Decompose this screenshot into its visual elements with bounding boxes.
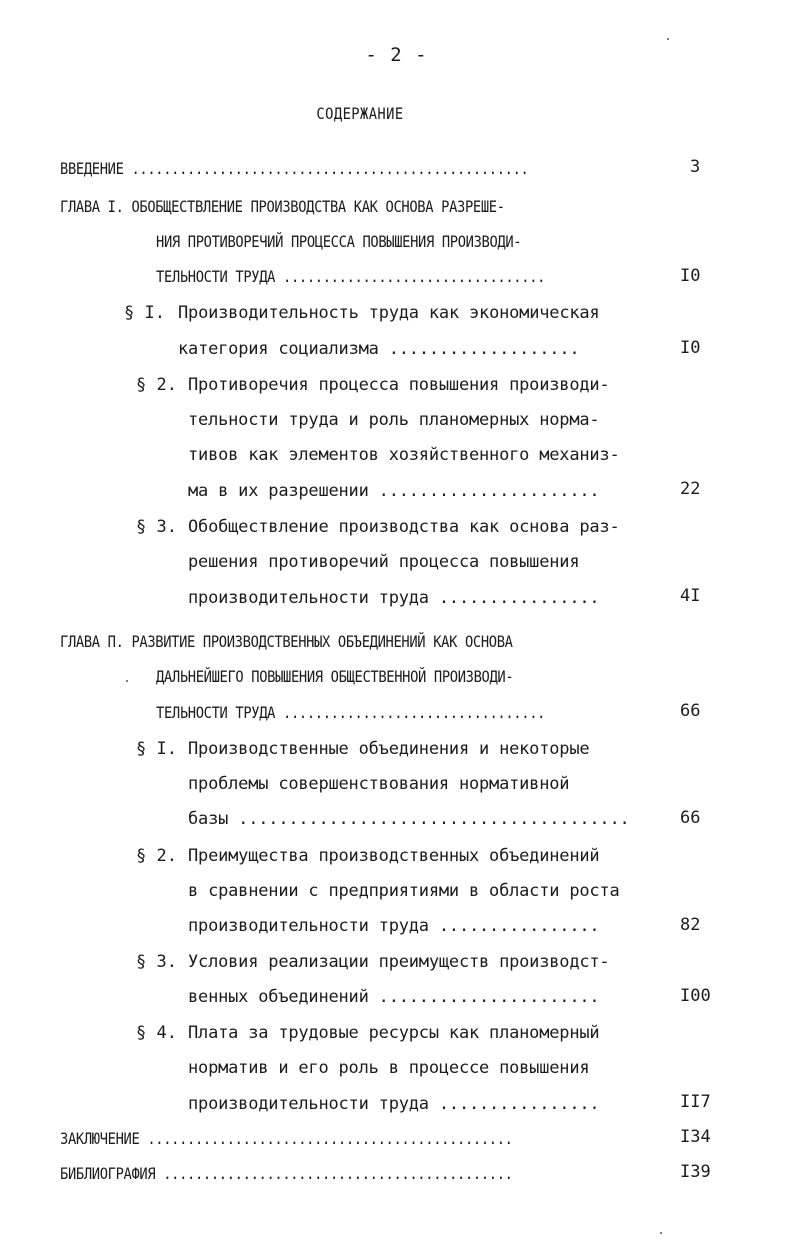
toc-ch1-s2-line1: Противоречия процесса повышения производи- — [188, 375, 610, 395]
toc-conclusion-page: I34 — [680, 1127, 711, 1147]
toc-ch1-line3: ТЕЛЬНОСТИ ТРУДА ................................. — [156, 267, 546, 286]
toc-ch2-s1-line3: базы ....................................... — [188, 809, 630, 829]
toc-ch2-s1-line1: Производственные объединения и некоторые — [188, 739, 590, 759]
scan-speck — [660, 1232, 662, 1234]
page-title: СОДЕРЖАНИЕ — [316, 104, 404, 123]
toc-ch1-s3-mark: § 3. — [136, 517, 177, 537]
toc-ch2-line3: ТЕЛЬНОСТИ ТРУДА ................................. — [156, 703, 546, 722]
toc-ch1-s3-line3: производительности труда ................ — [188, 588, 600, 608]
toc-ch2-s1-line2: проблемы совершенствования нормативной — [188, 774, 570, 794]
toc-ch2-s3-line1: Условия реализации преимуществ производст- — [188, 952, 610, 972]
toc-ch2-s2-line1: Преимущества производственных объединений — [188, 846, 600, 866]
toc-intro: ВВЕДЕНИЕ .................................................. — [60, 159, 529, 178]
toc-ch2-s4-page: II7 — [680, 1092, 711, 1112]
toc-ch1-s1-line2: категория социализма ................... — [178, 339, 580, 359]
toc-ch1-s3-line1: Обобществление производства как основа раз- — [188, 517, 620, 537]
toc-ch2-s4-line3: производительности труда ................ — [188, 1094, 600, 1114]
toc-ch1-s2-mark: § 2. — [136, 375, 177, 395]
toc-ch2-line2: ДАЛЬНЕЙШЕГО ПОВЫШЕНИЯ ОБЩЕСТВЕННОЙ ПРОИЗВОДИ- — [156, 667, 514, 686]
toc-ch2-s2-line2: в сравнении с предприятиями в области роста — [188, 881, 620, 901]
toc-ch1-line1: ГЛАВА I. ОБОБЩЕСТВЛЕНИЕ ПРОИЗВОДСТВА КАК ОСНОВА РАЗРЕШЕ- — [60, 197, 505, 216]
toc-ch1-page: I0 — [680, 266, 701, 286]
toc-ch2-line1: ГЛАВА П. РАЗВИТИЕ ПРОИЗВОДСТВЕННЫХ ОБЪЕДИНЕНИЙ КАК ОСНОВА — [60, 632, 513, 651]
toc-ch2-s2-mark: § 2. — [136, 846, 177, 866]
toc-ch1-line2: НИЯ ПРОТИВОРЕЧИЙ ПРОЦЕССА ПОВЫШЕНИЯ ПРОИЗВОДИ- — [156, 232, 522, 251]
scan-speck — [667, 38, 669, 40]
toc-ch1-s2-line2: тельности труда и роль планомерных норма- — [188, 410, 600, 430]
toc-ch2-s4-mark: § 4. — [136, 1023, 177, 1043]
toc-ch1-s2-line4: ма в их разрешении ...................... — [188, 481, 600, 501]
toc-ch1-s1-page: I0 — [680, 338, 701, 358]
toc-ch1-s3-page: 4I — [680, 586, 701, 606]
toc-ch2-s2-page: 82 — [680, 915, 701, 935]
toc-ch2-s3-mark: § 3. — [136, 952, 177, 972]
toc-ch2-s1-mark: § I. — [136, 739, 177, 759]
toc-bibliography: БИБЛИОГРАФИЯ ............................................ — [60, 1164, 513, 1183]
toc-ch1-s1-line1: Производительность труда как экономическая — [178, 303, 600, 323]
toc-ch1-s2-line3: тивов как элементов хозяйственного механиз- — [188, 445, 620, 465]
toc-ch2-s4-line1: Плата за трудовые ресурсы как планомерный — [188, 1023, 600, 1043]
toc-ch2-page: 66 — [680, 701, 701, 721]
toc-ch1-s1-mark: § I. — [124, 303, 165, 323]
page-number: - 2 - — [365, 44, 428, 66]
scan-speck — [126, 680, 128, 682]
toc-conclusion: ЗАКЛЮЧЕНИЕ .............................................. — [60, 1129, 513, 1148]
toc-ch2-s3-line2: венных объединений ...................... — [188, 987, 600, 1007]
toc-ch2-s4-line2: норматив и его роль в процессе повышения — [188, 1058, 590, 1078]
toc-intro-page: 3 — [690, 157, 701, 177]
toc-ch2-s3-page: I00 — [680, 986, 711, 1006]
toc-bibliography-page: I39 — [680, 1162, 711, 1182]
toc-ch2-s1-page: 66 — [680, 808, 701, 828]
toc-ch2-s2-line3: производительности труда ................ — [188, 916, 600, 936]
toc-ch1-s2-page: 22 — [680, 479, 701, 499]
toc-ch1-s3-line2: решения противоречий процесса повышения — [188, 552, 580, 572]
